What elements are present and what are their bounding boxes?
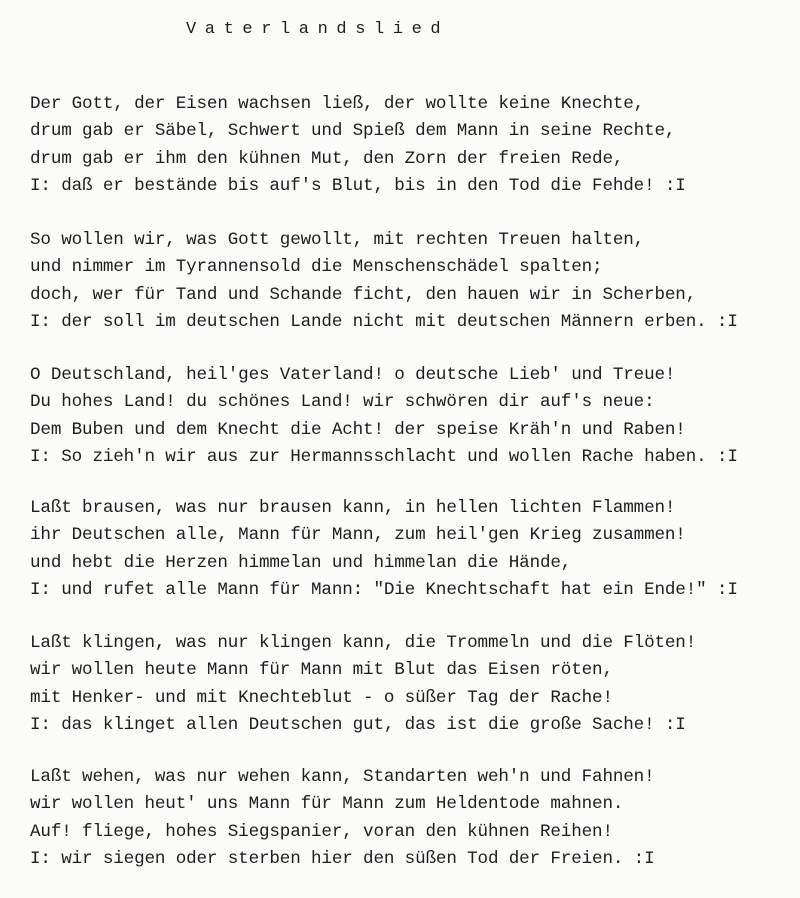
verse-line: O Deutschland, heil'ges Vaterland! o deutsche Lieb' und Treue! bbox=[30, 365, 676, 385]
poem-title: Vaterlandslied bbox=[186, 20, 450, 39]
verse-line: I: wir siegen oder sterben hier den süßen Tod der Freien. :I bbox=[30, 849, 655, 870]
verse-line: I: das klinget allen Deutschen gut, das ist die große Sache! :I bbox=[30, 715, 686, 736]
verse-line: Du hohes Land! du schönes Land! wir schwören dir auf's neue: bbox=[30, 392, 655, 413]
verse-line: drum gab er ihm den kühnen Mut, den Zorn der freien Rede, bbox=[30, 148, 624, 169]
verse-line: doch, wer für Tand und Schande ficht, den hauen wir in Scherben, bbox=[30, 284, 697, 305]
stanza-1 bbox=[30, 91, 796, 201]
verse-line: ihr Deutschen alle, Mann für Mann, zum heil'gen Krieg zusammen! bbox=[30, 525, 686, 546]
verse-line: I: daß er bestände bis auf's Blut, bis in den Tod die Fehde! :I bbox=[30, 176, 686, 197]
verse-line: Laßt brausen, was nur brausen kann, in hellen lichten Flammen! bbox=[30, 498, 676, 518]
verse-line: und nimmer im Tyrannensold die Menschenschädel spalten; bbox=[30, 257, 603, 278]
stanza-4 bbox=[30, 495, 796, 605]
verse-line: wir wollen heute Mann für Mann mit Blut das Eisen röten, bbox=[30, 660, 613, 681]
verse-line: Laßt wehen, was nur wehen kann, Standarten weh'n und Fahnen! bbox=[30, 767, 655, 787]
verse-line: mit Henker- und mit Knechteblut - o süßer Tag der Rache! bbox=[30, 687, 613, 708]
verse-line: wir wollen heut' uns Mann für Mann zum Heldentode mahnen. bbox=[30, 794, 624, 815]
verse-line: So wollen wir, was Gott gewollt, mit rechten Treuen halten, bbox=[30, 230, 645, 250]
verse-line: Der Gott, der Eisen wachsen ließ, der wollte keine Knechte, bbox=[30, 94, 645, 114]
verse-line: I: der soll im deutschen Lande nicht mit deutschen Männern erben. :I bbox=[30, 312, 738, 333]
stanza-2 bbox=[30, 227, 796, 337]
verse-line: I: und rufet alle Mann für Mann: "Die Knechtschaft hat ein Ende!" :I bbox=[30, 580, 738, 601]
verse-line: Auf! fliege, hohes Siegspanier, voran den kühnen Reihen! bbox=[30, 821, 613, 842]
stanza-3 bbox=[30, 362, 796, 472]
verse-line: Laßt klingen, was nur klingen kann, die Trommeln und die Flöten! bbox=[30, 633, 697, 653]
verse-line: I: So zieh'n wir aus zur Hermannsschlacht und wollen Rache haben. :I bbox=[30, 447, 738, 468]
stanza-6 bbox=[30, 764, 796, 874]
verse-line: drum gab er Säbel, Schwert und Spieß dem Mann in seine Rechte, bbox=[30, 121, 676, 142]
verse-line: und hebt die Herzen himmelan und himmelan die Hände, bbox=[30, 552, 572, 573]
verse-line: Dem Buben und dem Knecht die Acht! der speise Kräh'n und Raben! bbox=[30, 419, 686, 440]
stanza-5 bbox=[30, 630, 796, 740]
